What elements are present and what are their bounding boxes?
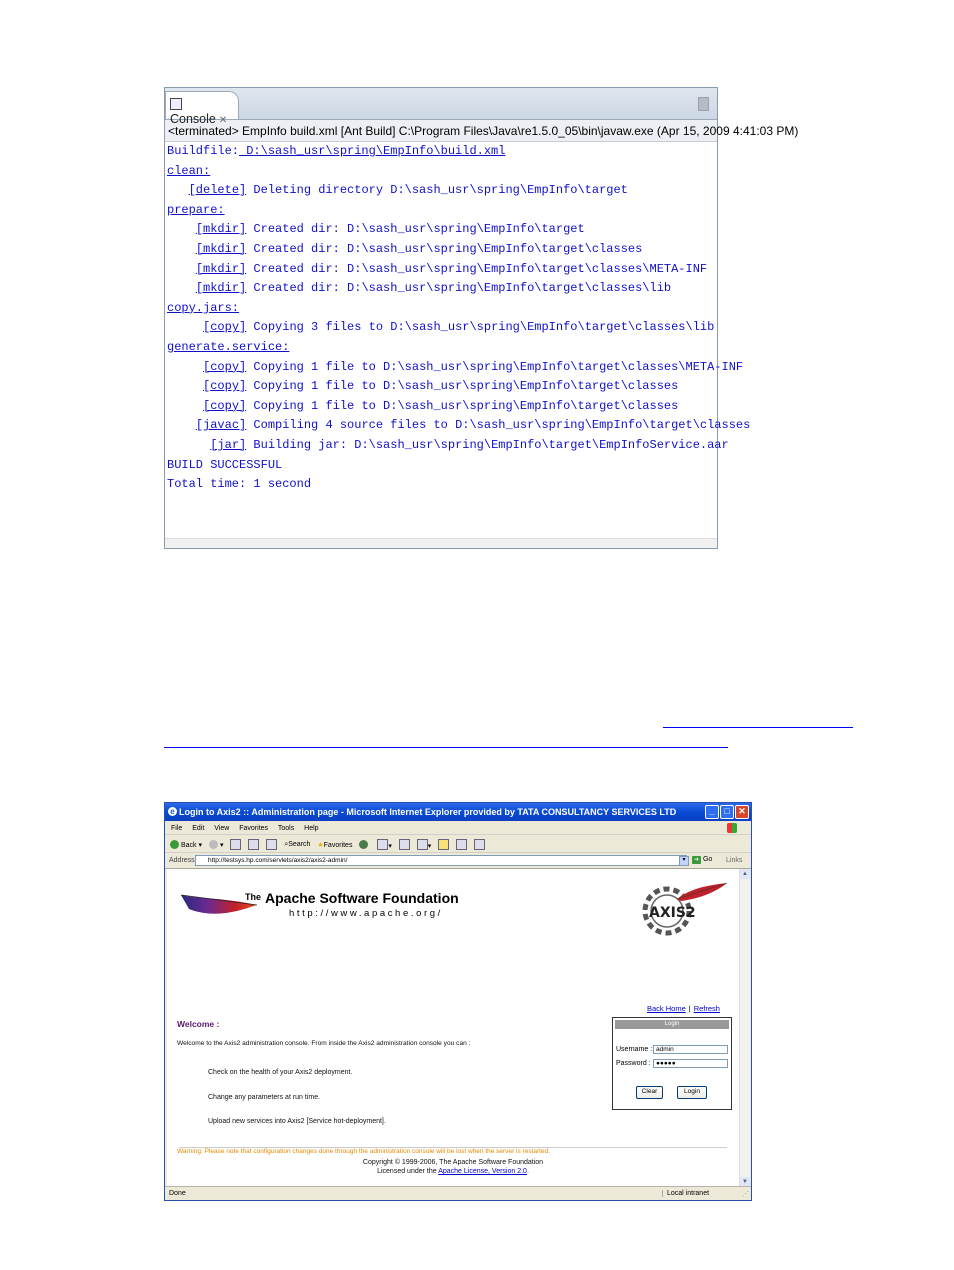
console-line bbox=[167, 201, 715, 221]
password-label: Password : bbox=[616, 1060, 651, 1067]
console-line-text: Compiling 4 source files to D:\sash_usr\spring\EmpInfo\target\classes bbox=[246, 418, 751, 433]
stop-button[interactable] bbox=[230, 839, 241, 850]
minimize-icon[interactable] bbox=[698, 97, 709, 111]
console-target-tag[interactable]: [mkdir] bbox=[195, 281, 247, 296]
scroll-up-icon[interactable]: ▲ bbox=[740, 869, 750, 879]
console-line bbox=[167, 475, 715, 495]
license-line bbox=[167, 1167, 739, 1176]
maximize-button[interactable]: □ bbox=[720, 805, 734, 819]
console-line bbox=[167, 142, 715, 162]
console-line-indent bbox=[167, 262, 196, 276]
hyperlink-underline bbox=[164, 747, 728, 748]
welcome-title: Welcome : bbox=[177, 1019, 220, 1029]
console-line bbox=[167, 436, 729, 456]
page-content bbox=[167, 869, 739, 1187]
asf-url: http://www.apache.org/ bbox=[289, 908, 443, 919]
console-line-text: Copying 1 file to D:\sash_usr\spring\EmpInfo\target\classes bbox=[246, 379, 679, 394]
menu-help[interactable]: Help bbox=[304, 825, 319, 832]
console-target-tag[interactable]: [javac] bbox=[195, 418, 247, 433]
login-title: Login bbox=[615, 1020, 729, 1029]
asf-the-text: The bbox=[245, 892, 262, 902]
console-line bbox=[167, 397, 715, 417]
search-label: Search bbox=[288, 840, 311, 848]
console-tabbar bbox=[165, 88, 717, 126]
refresh-link[interactable]: Refresh bbox=[693, 1004, 720, 1013]
console-line bbox=[167, 299, 715, 319]
console-line-text: Copying 3 files to D:\sash_usr\spring\EmpInfo\target\classes\lib bbox=[246, 320, 715, 335]
go-button[interactable] bbox=[692, 856, 712, 864]
console-line-text: BUILD SUCCESSFUL bbox=[167, 457, 283, 472]
console-line-text: Copying 1 file to D:\sash_usr\spring\EmpInfo\target\classes bbox=[246, 398, 679, 413]
console-line bbox=[167, 377, 715, 397]
minimize-button[interactable]: _ bbox=[705, 805, 719, 819]
clear-button[interactable]: Clear bbox=[636, 1086, 663, 1099]
browser-window bbox=[164, 802, 752, 1201]
login-button[interactable]: Login bbox=[677, 1086, 707, 1099]
star-icon: ★ bbox=[317, 841, 324, 849]
edit-icon bbox=[417, 839, 428, 850]
list-item: Change any parameters at run time. bbox=[208, 1094, 321, 1101]
console-line-text: Created dir: D:\sash_usr\spring\EmpInfo\target\classes\META-INF bbox=[246, 261, 708, 276]
address-input[interactable]: http://testsys.hp.com/servlets/axis2/axis2-admin/ bbox=[195, 855, 687, 866]
forward-button[interactable]: ▾ bbox=[209, 840, 224, 849]
console-line bbox=[167, 279, 715, 299]
resize-grip-icon[interactable]: ⋰ bbox=[742, 1191, 749, 1198]
console-line bbox=[167, 358, 744, 378]
console-line-indent bbox=[167, 242, 196, 256]
console-line-indent bbox=[167, 183, 189, 197]
windows-flag-icon bbox=[727, 823, 737, 833]
console-output bbox=[167, 142, 751, 538]
menu-tools[interactable]: Tools bbox=[277, 825, 295, 832]
back-button[interactable]: Back ▾ bbox=[170, 840, 202, 849]
console-line-text: Deleting directory D:\sash_usr\spring\EmpInfo\target bbox=[246, 183, 628, 198]
browser-toolbar bbox=[165, 835, 751, 853]
forward-arrow-icon bbox=[209, 840, 218, 849]
messenger-icon bbox=[474, 839, 485, 850]
console-line bbox=[167, 318, 715, 338]
console-line-text: Created dir: D:\sash_usr\spring\EmpInfo\target\classes\lib bbox=[246, 281, 672, 296]
history-icon bbox=[359, 840, 368, 849]
mail-button[interactable]: ▾ bbox=[377, 839, 392, 850]
console-target-tag[interactable]: generate.service: bbox=[167, 339, 290, 354]
console-line bbox=[167, 240, 715, 260]
favorites-label: Favorites bbox=[323, 841, 353, 849]
console-target-tag[interactable]: copy.jars: bbox=[167, 300, 240, 315]
console-line-text: Created dir: D:\sash_usr\spring\EmpInfo\target bbox=[246, 222, 585, 237]
window-titlebar bbox=[165, 803, 751, 821]
console-line-text: Created dir: D:\sash_usr\spring\EmpInfo\target\classes bbox=[246, 241, 643, 256]
license-link[interactable]: Apache License, Version 2.0 bbox=[438, 1168, 527, 1175]
console-target-tag[interactable]: [copy] bbox=[203, 320, 247, 335]
links-button[interactable]: Links bbox=[726, 857, 743, 864]
console-line bbox=[167, 181, 715, 201]
console-line-text: Total time: 1 second bbox=[167, 477, 312, 492]
login-box bbox=[612, 1017, 732, 1110]
license-suffix: . bbox=[526, 1168, 529, 1175]
username-label: Username : bbox=[616, 1046, 653, 1053]
console-line bbox=[167, 260, 715, 280]
console-line-indent bbox=[167, 281, 196, 295]
axis2-logo-text: AXIS2 bbox=[649, 905, 696, 921]
console-line bbox=[167, 416, 751, 436]
menu-edit[interactable]: Edit bbox=[192, 825, 205, 832]
tab-console[interactable] bbox=[165, 91, 239, 126]
back-arrow-icon bbox=[170, 840, 179, 849]
hyperlink-underline bbox=[663, 727, 853, 728]
menu-view[interactable]: View bbox=[214, 825, 230, 832]
console-target-tag[interactable]: clean: bbox=[167, 163, 211, 178]
ie-icon: e bbox=[168, 807, 177, 816]
research-button[interactable] bbox=[456, 839, 467, 850]
status-text: Done bbox=[169, 1190, 186, 1197]
console-target-tag[interactable]: [copy] bbox=[203, 379, 247, 394]
mail-icon bbox=[377, 839, 388, 850]
footer bbox=[167, 1158, 739, 1176]
menu-favorites[interactable]: Favorites bbox=[239, 825, 269, 832]
console-line-indent bbox=[167, 222, 196, 236]
history-button[interactable] bbox=[359, 840, 370, 849]
close-button[interactable]: ✕ bbox=[735, 805, 749, 819]
address-label: Address bbox=[169, 857, 195, 864]
console-line-indent bbox=[167, 438, 210, 452]
username-field[interactable]: admin bbox=[653, 1045, 728, 1054]
license-prefix: Licensed under the bbox=[377, 1168, 439, 1175]
refresh-button[interactable] bbox=[248, 839, 259, 850]
console-line-text[interactable]: D:\sash_usr\spring\EmpInfo\build.xml bbox=[239, 144, 506, 158]
console-target-tag[interactable]: [copy] bbox=[203, 359, 247, 374]
password-field[interactable]: ●●●●● bbox=[653, 1059, 728, 1068]
welcome-text: Welcome to the Axis2 administration console. From inside the Axis2 administration console you can : bbox=[177, 1040, 471, 1047]
console-line-indent bbox=[167, 418, 196, 432]
menu-file[interactable]: File bbox=[171, 825, 183, 832]
console-icon bbox=[170, 98, 182, 110]
scroll-down-icon[interactable]: ▼ bbox=[740, 1177, 750, 1187]
console-line-indent bbox=[167, 320, 203, 334]
console-line-text: Copying 1 file to D:\sash_usr\spring\EmpInfo\target\classes\META-INF bbox=[246, 359, 744, 374]
horizontal-scrollbar[interactable] bbox=[165, 538, 717, 548]
console-line-indent bbox=[167, 379, 203, 393]
status-bar bbox=[165, 1186, 751, 1200]
list-item: Check on the health of your Axis2 deployment. bbox=[208, 1069, 353, 1076]
console-line bbox=[167, 338, 715, 358]
list-item: Upload new services into Axis2 [Service hot-deployment]. bbox=[208, 1118, 386, 1125]
research-icon bbox=[456, 839, 467, 850]
close-icon[interactable]: ✕ bbox=[218, 115, 228, 126]
console-process-header: <terminated> EmpInfo build.xml [Ant Build] C:\Program Files\Java\re1.5.0_05\bin\javaw.exe (Apr 15, 2009 4:41:03 PM) bbox=[165, 120, 717, 142]
link-separator: | bbox=[688, 1004, 691, 1013]
go-label: Go bbox=[702, 856, 713, 863]
print-button[interactable] bbox=[399, 839, 410, 850]
favorites-button[interactable] bbox=[317, 841, 352, 849]
vertical-scrollbar[interactable] bbox=[739, 869, 750, 1187]
console-line bbox=[167, 456, 715, 476]
console-target-tag[interactable]: [mkdir] bbox=[195, 261, 247, 276]
console-target-tag: Buildfile: bbox=[167, 144, 240, 158]
console-target-tag[interactable]: [jar] bbox=[210, 437, 247, 452]
stop-icon bbox=[230, 839, 241, 850]
console-target-tag[interactable]: [mkdir] bbox=[195, 241, 247, 256]
security-zone: Local intranet bbox=[662, 1190, 709, 1197]
top-links bbox=[647, 1004, 720, 1013]
asf-name: Apache Software Foundation bbox=[265, 890, 459, 906]
print-icon bbox=[399, 839, 410, 850]
window-title: Login to Axis2 :: Administration page - Microsoft Internet Explorer provided by TATA CONSULTANCY SERVICES LTD bbox=[179, 807, 677, 817]
note-icon bbox=[438, 839, 449, 850]
refresh-icon bbox=[248, 839, 259, 850]
footer-divider bbox=[179, 1147, 727, 1148]
console-line-indent bbox=[167, 360, 203, 374]
back-label: Back bbox=[181, 842, 197, 849]
messenger-button[interactable] bbox=[474, 839, 485, 850]
console-view bbox=[164, 87, 799, 549]
home-icon bbox=[266, 839, 277, 850]
home-button[interactable] bbox=[266, 839, 277, 850]
axis2-logo bbox=[637, 879, 729, 939]
address-bar bbox=[165, 853, 751, 869]
copyright-text: Copyright © 1999-2006, The Apache Software Foundation bbox=[362, 1159, 544, 1166]
chevron-down-icon[interactable]: ▾ bbox=[679, 856, 689, 866]
console-target-tag[interactable]: [delete] bbox=[188, 183, 247, 198]
console-target-tag[interactable]: [copy] bbox=[203, 398, 247, 413]
back-home-link[interactable]: Back Home bbox=[647, 1004, 686, 1013]
go-arrow-icon: ➜ bbox=[693, 857, 700, 863]
menu-bar bbox=[165, 821, 751, 835]
console-target-tag[interactable]: [mkdir] bbox=[195, 222, 247, 237]
discuss-button[interactable] bbox=[438, 839, 449, 850]
search-button[interactable] bbox=[284, 841, 310, 849]
console-line-indent bbox=[167, 399, 203, 413]
console-line bbox=[167, 162, 715, 182]
tab-console-label: Console bbox=[170, 112, 216, 126]
console-line bbox=[167, 220, 715, 240]
warning-text: Warning: Please note that configuration changes done through the administration console will be lost when the server is restarted. bbox=[177, 1148, 551, 1155]
console-target-tag[interactable]: prepare: bbox=[167, 202, 225, 217]
console-line-text: Building jar: D:\sash_usr\spring\EmpInfo\target\EmpInfoService.aar bbox=[246, 437, 729, 452]
search-icon: ⌕ bbox=[284, 840, 289, 848]
edit-button[interactable]: ▾ bbox=[417, 839, 432, 850]
